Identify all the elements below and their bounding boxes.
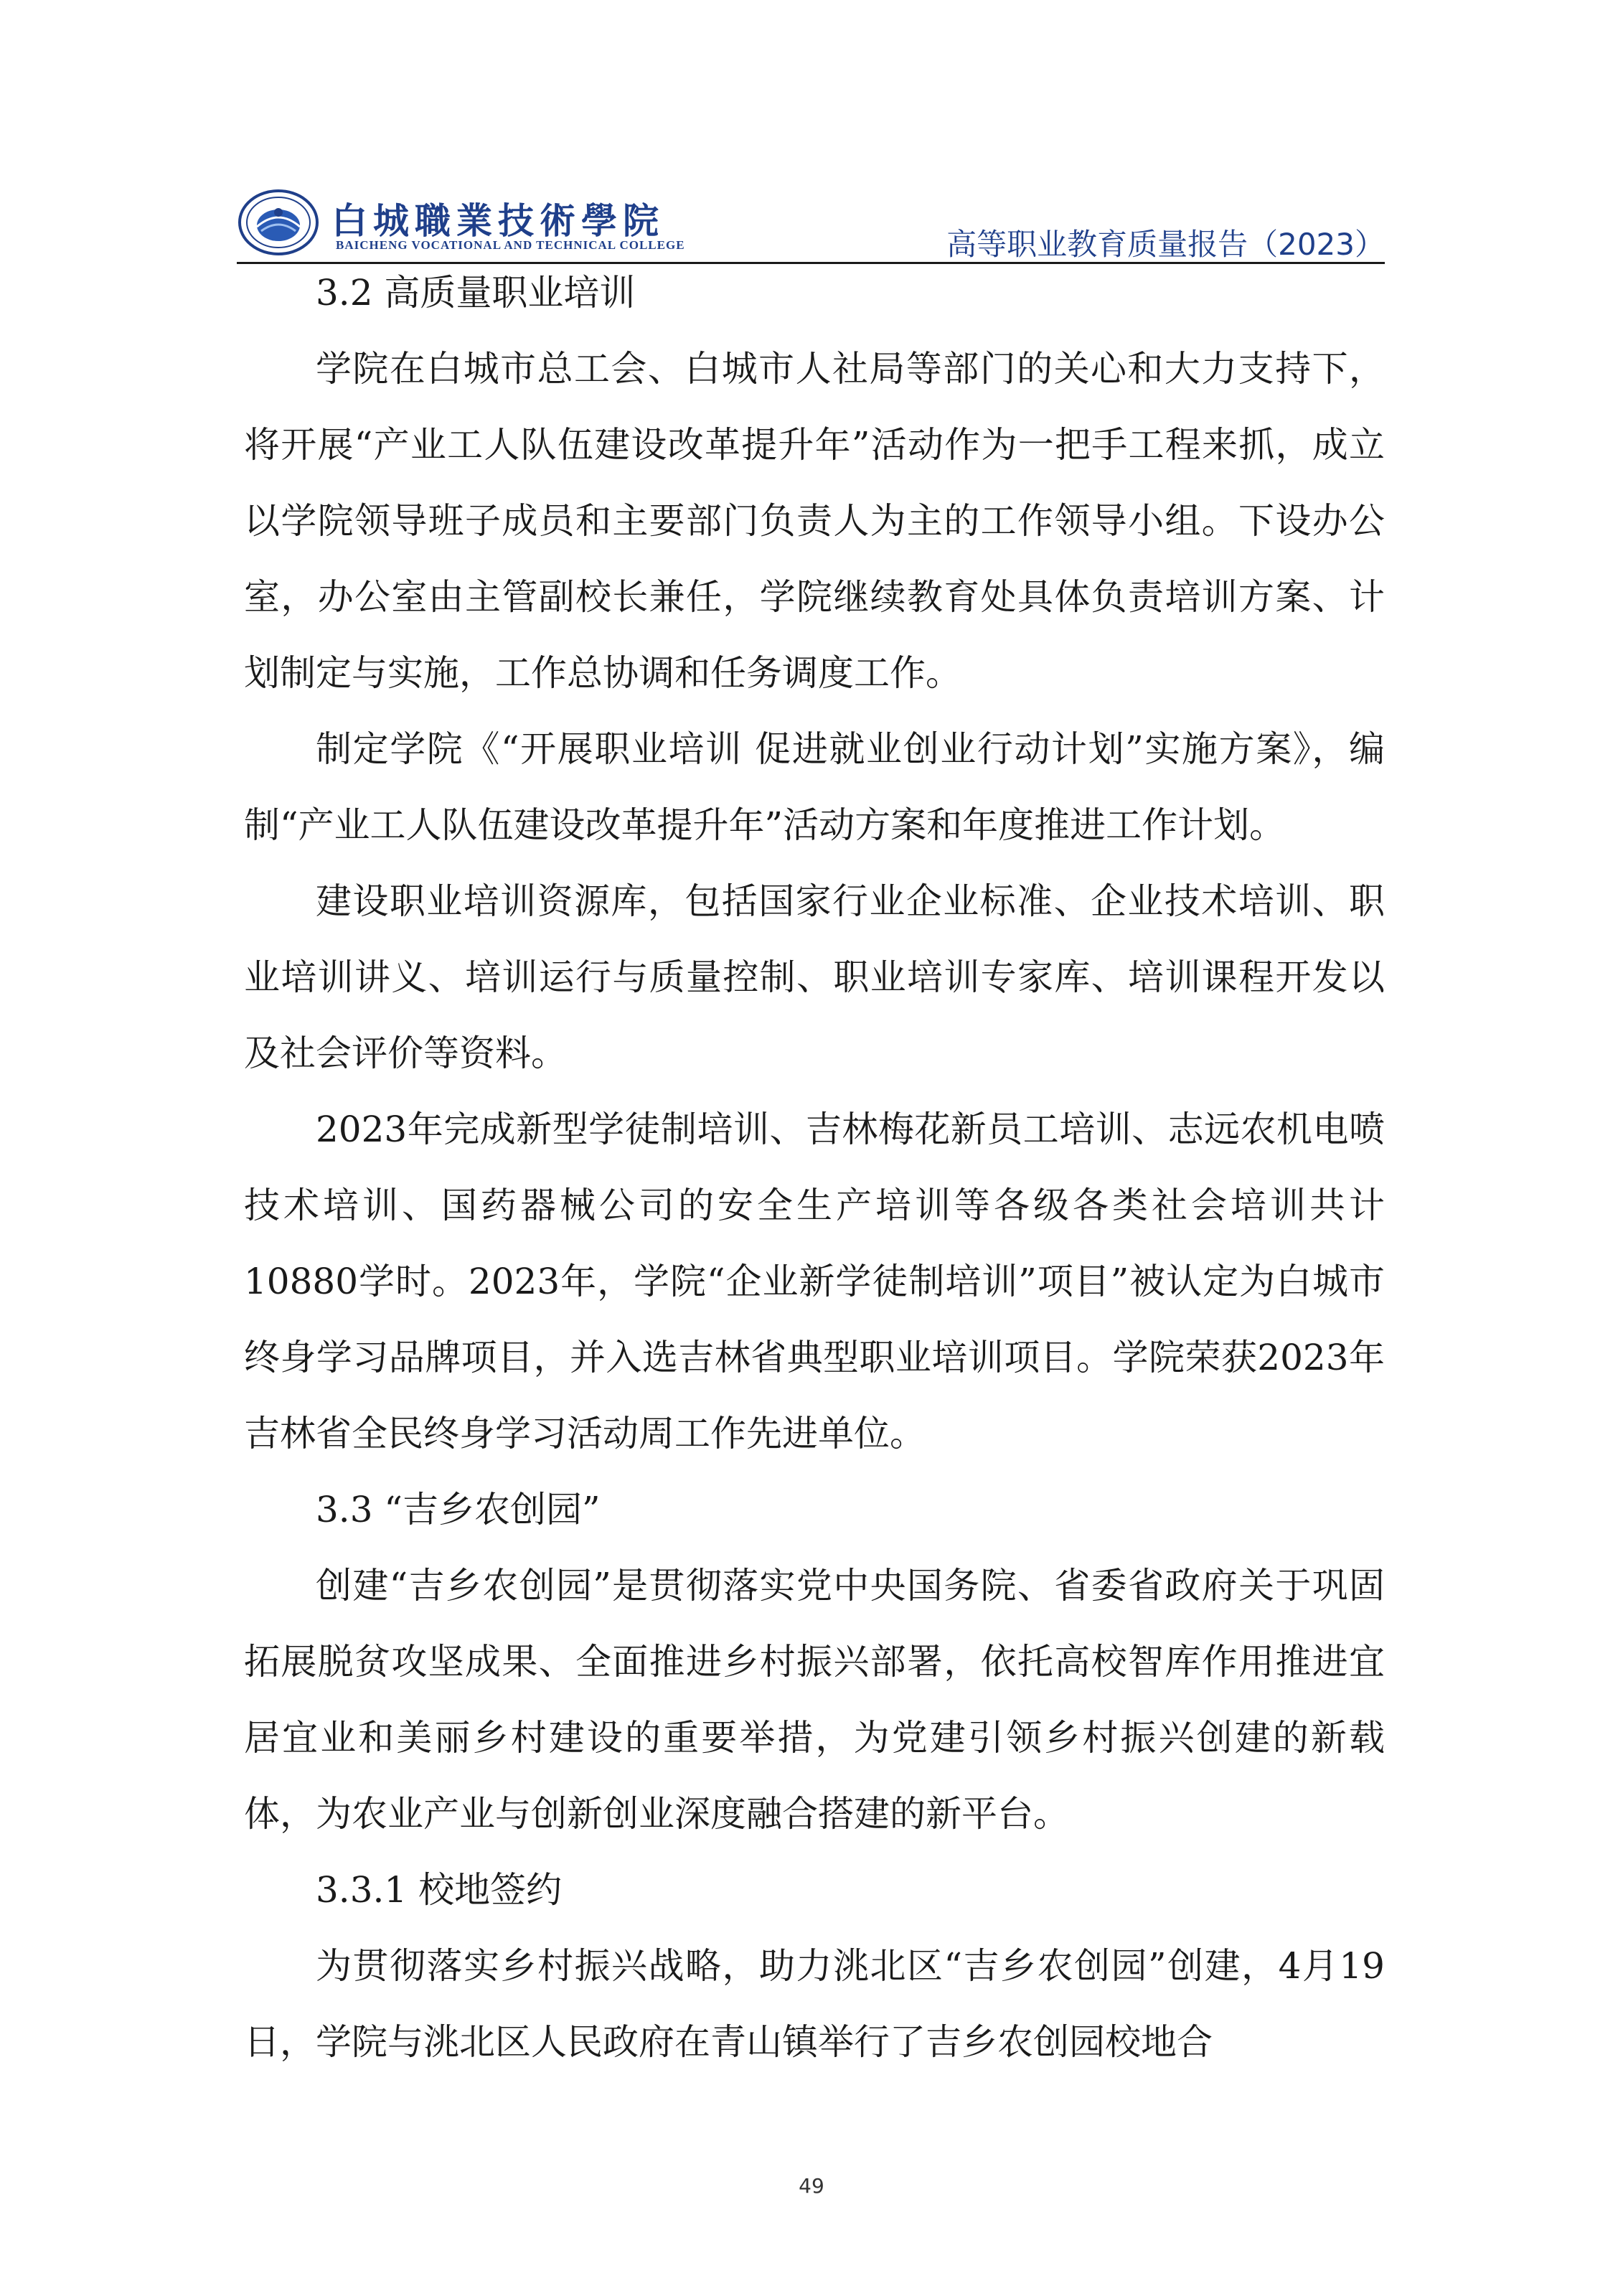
page-header [237,179,1385,265]
paragraph: 建设职业培训资源库，包括国家行业企业标准、企业技术培训、职业培训讲义、培训运行与质量控制、职业培训专家库、培训课程开发以及社会评价等资料。 [244,880,1385,1074]
paragraph: 创建“吉乡农创园”是贯彻落实党中央国务院、省委省政府关于巩固拓展脱贫攻坚成果、全面推进乡村振兴部署，依托高校智库作用推进宜居宜业和美丽乡村建设的重要举措，为党建引领乡村振兴创建的新载体，为农业产业与创新创业深度融合搭建的新平台。 [244,1565,1385,1835]
section-heading-3-2: 3.2 高质量职业培训 [316,272,636,314]
college-emblem-icon [237,187,323,258]
section-heading-3-3: 3.3 “吉乡农创园” [316,1489,601,1530]
page-number: 49 [799,2174,824,2198]
logo-chinese-name: 白城職業技術學院 [331,199,664,242]
page-body [244,255,1385,2080]
paragraph: 2023年完成新型学徒制培训、吉林梅花新员工培训、志远农机电喷技术培训、国药器械公司的安全生产培训等各级各类社会培训共计10880学时。2023年，学院“企业新学徒制培训”项目”被认定为白城市终身学习品牌项目，并入选吉林省典型职业培训项目。学院荣获2023年吉林省全民终身学习活动周工作先进单位。 [244,1109,1385,1454]
section-heading-3-3-1: 3.3.1 校地签约 [316,1869,563,1911]
paragraph: 学院在白城市总工会、白城市人社局等部门的关心和大力支持下，将开展“产业工人队伍建设改革提升年”活动作为一把手工程来抓，成立以学院领导班子成员和主要部门负责人为主的工作领导小组。下设办公室，办公室由主管副校长兼任，学院继续教育处具体负责培训方案、计划制定与实施，工作总协调和任务调度工作。 [244,348,1385,694]
paragraph: 制定学院《“开展职业培训 促进就业创业行动计划”实施方案》，编制“产业工人队伍建设改革提升年”活动方案和年度推进工作计划。 [244,728,1385,846]
report-title: 高等职业教育质量报告（2023） [946,227,1385,262]
paragraph: 为贯彻落实乡村振兴战略，助力洮北区“吉乡农创园”创建，4月19日，学院与洮北区人民政府在青山镇举行了吉乡农创园校地合 [244,1945,1385,2063]
logo-english-name: BAICHENG VOCATIONAL AND TECHNICAL COLLEGE [336,238,685,252]
